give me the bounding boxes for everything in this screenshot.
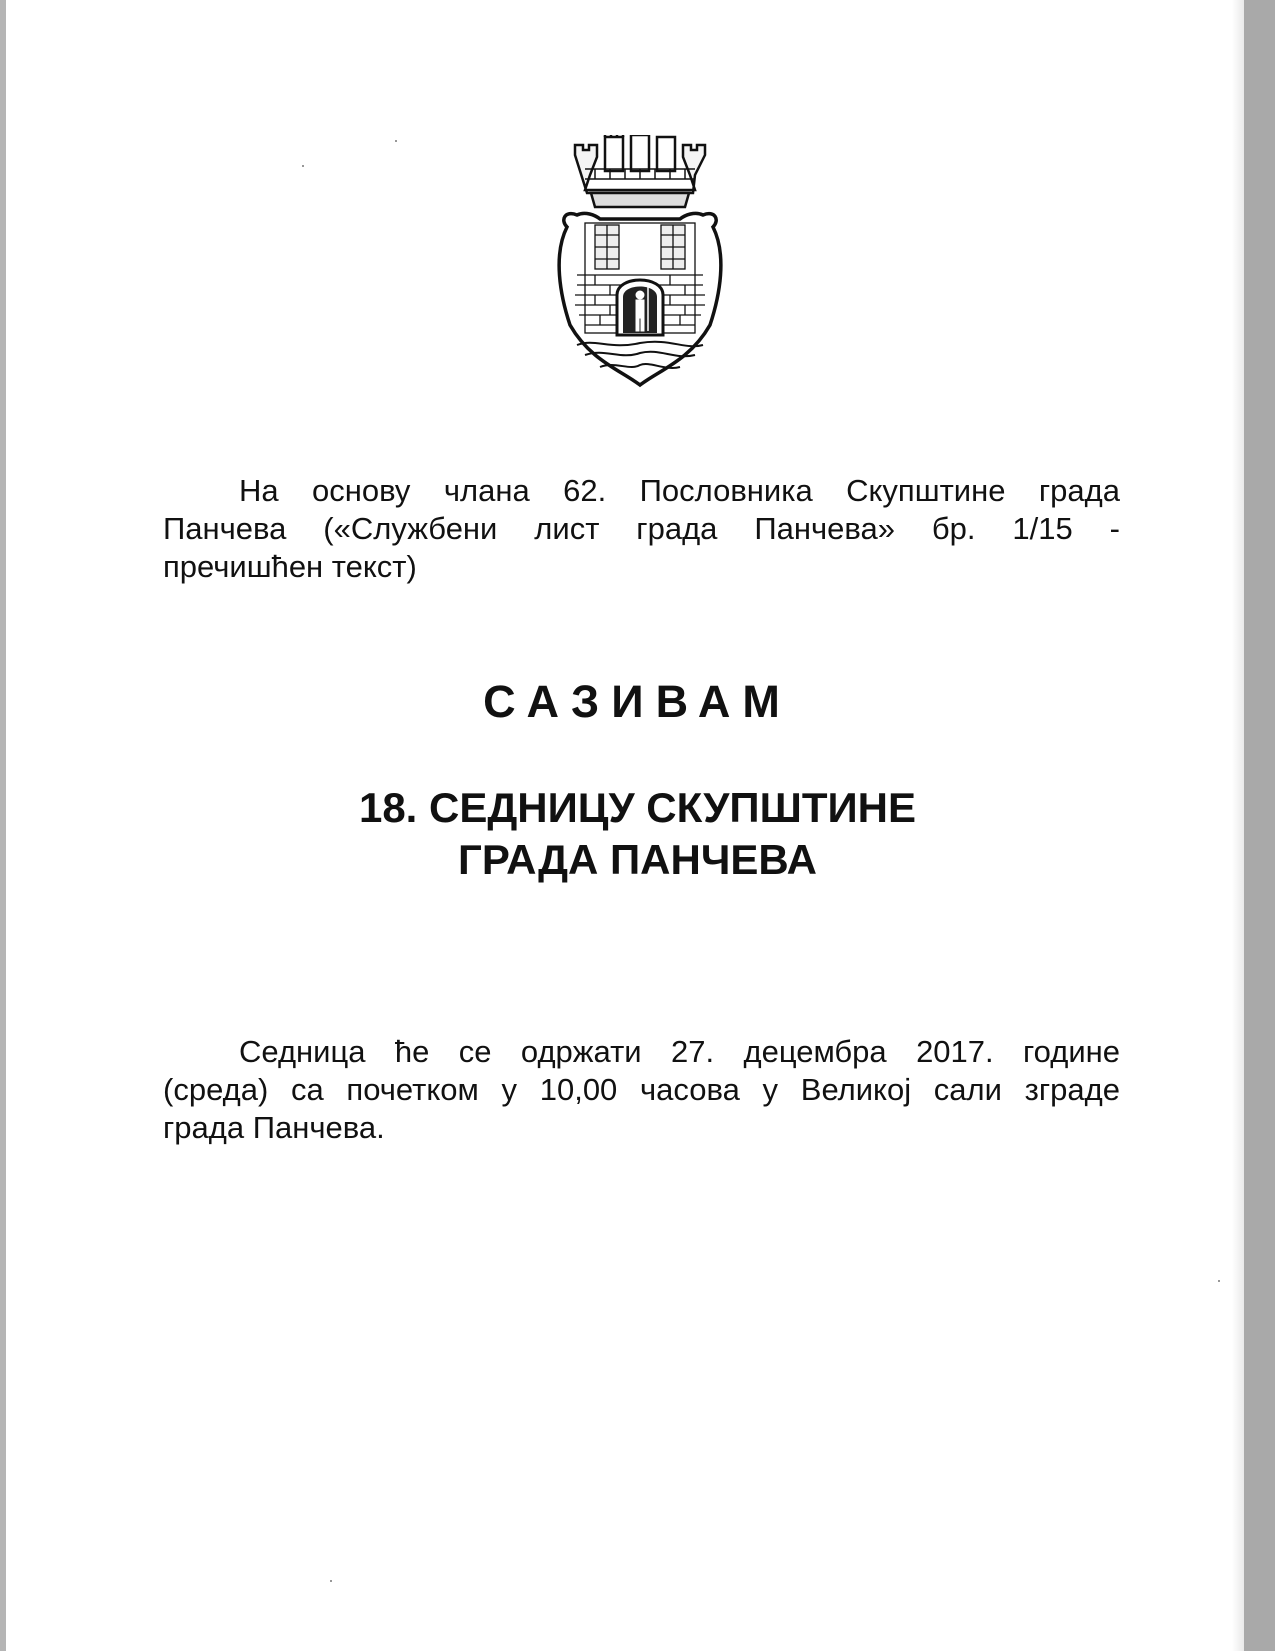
city-coat-of-arms-icon bbox=[555, 135, 725, 390]
session-paragraph bbox=[163, 1033, 1120, 1147]
document-heading: САЗИВАМ bbox=[483, 676, 792, 727]
session-line-1: Седница ће се одржати 27. децембра 2017. године bbox=[239, 1034, 1120, 1069]
speck bbox=[1218, 1280, 1220, 1282]
speck bbox=[395, 140, 397, 142]
session-line-2: (среда) са почетком у 10,00 часова у Великој сали зграде bbox=[163, 1072, 1120, 1107]
intro-paragraph bbox=[163, 472, 1120, 586]
subheading-line-2: ГРАДА ПАНЧЕВА bbox=[458, 836, 817, 883]
speck bbox=[330, 1580, 332, 1582]
intro-line-2: Панчева («Службени лист града Панчева» бр. 1/15 - bbox=[163, 511, 1120, 546]
intro-line-3: пречишћен текст) bbox=[163, 549, 417, 584]
intro-line-1: На основу члана 62. Пословника Скупштине града bbox=[239, 473, 1120, 508]
speck bbox=[302, 165, 304, 167]
document-subheading bbox=[0, 782, 1275, 886]
session-line-3: града Панчева. bbox=[163, 1110, 385, 1145]
subheading-line-1: 18. СЕДНИЦУ СКУПШТИНЕ bbox=[358, 784, 917, 831]
